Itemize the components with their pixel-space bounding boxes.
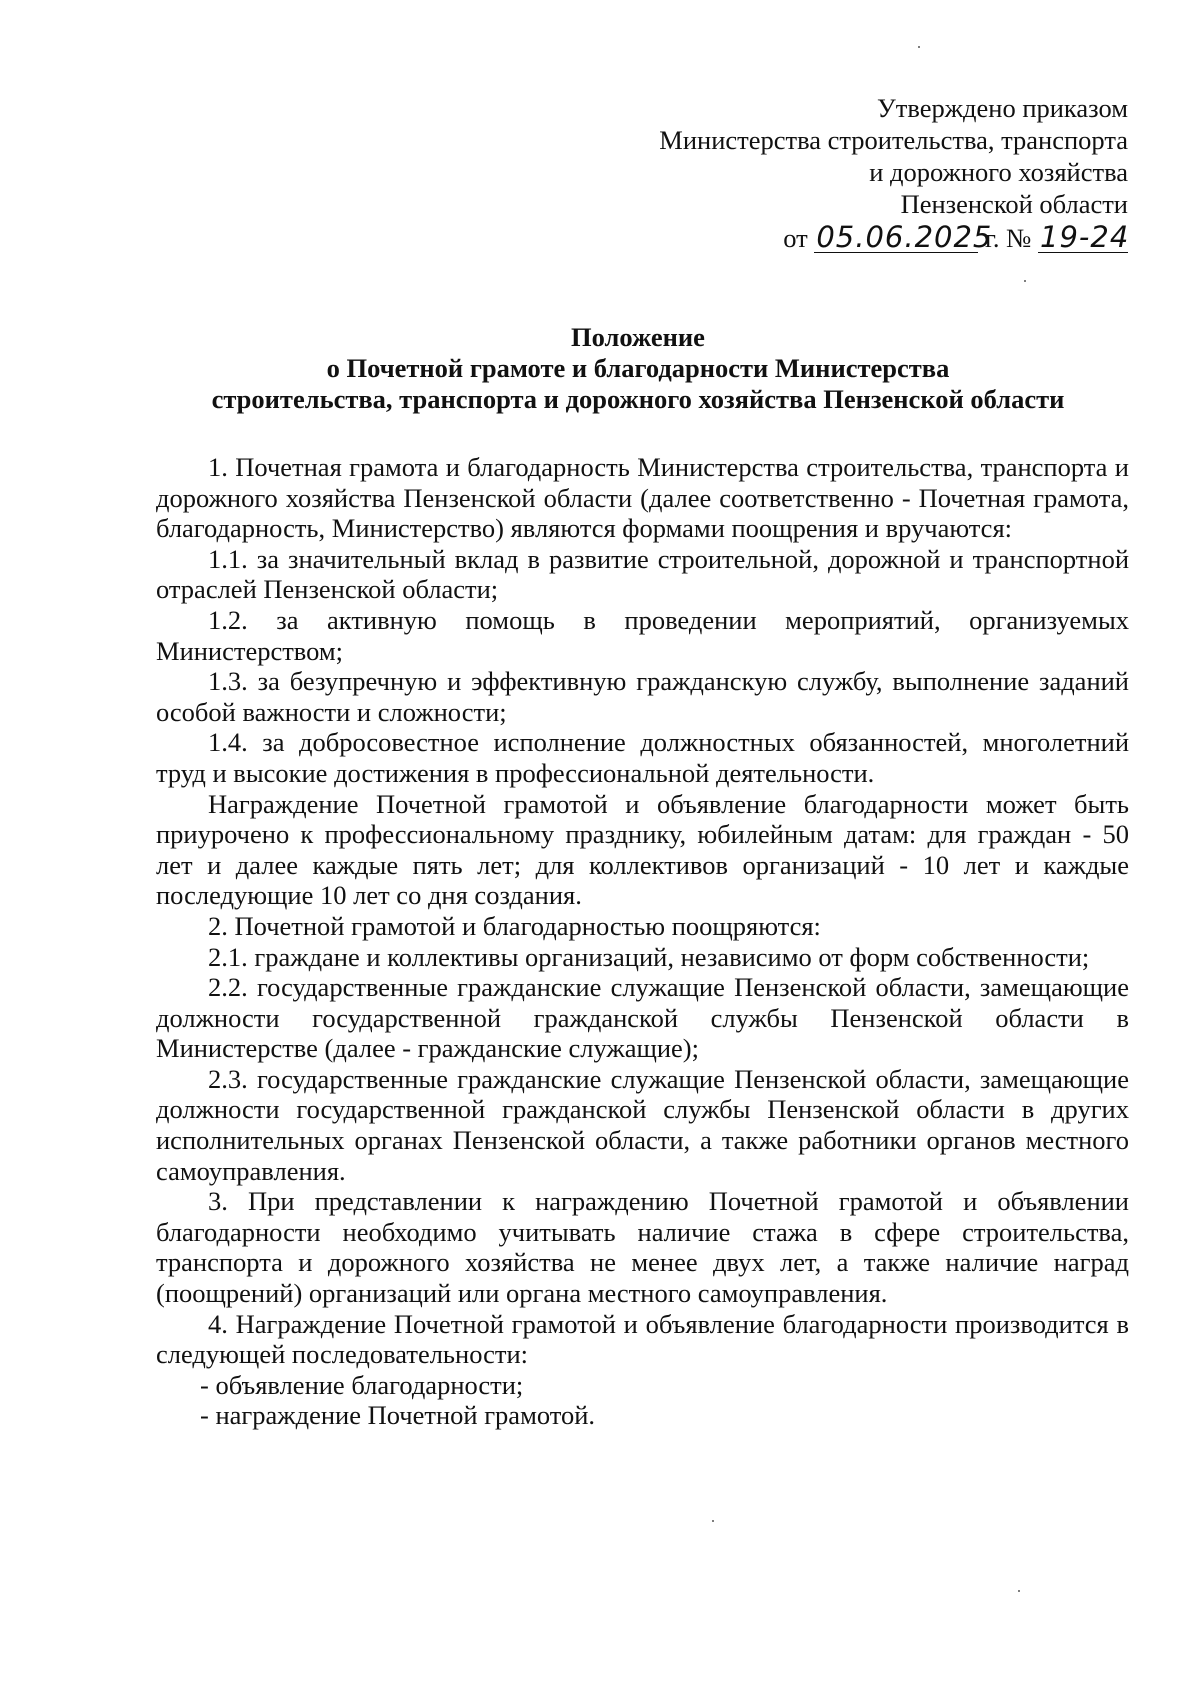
approval-line-1: Утверждено приказом [877,93,1128,123]
paragraph-1: 1. Почетная грамота и благодарность Министерства строительства, транспорта и дорожного хозяйства Пензенской области (далее соответственно - Почетная грамота, благодарность, Министерство) являются формами поощрения и вручаются: [156,452,1129,544]
approval-prefix: от [783,223,808,253]
approval-line-2: Министерства строительства, транспорта [659,125,1128,155]
title-line-3: строительства, транспорта и дорожного хозяйства Пензенской области [211,384,1065,414]
paragraph-3: 3. При представлении к награждению Почетной грамотой и объявлении благодарности необходимо учитывать наличие стажа в сфере строительства, транспорта и дорожного хозяйства не менее двух лет, а также наличие наград (поощрений) организаций или органа местного самоуправления. [156,1186,1129,1309]
scan-speck [1018,1590,1020,1592]
paragraph-1-4: 1.4. за добросовестное исполнение должностных обязанностей, многолетний труд и высокие достижения в профессиональной деятельности. [156,727,1129,788]
title-line-1: Положение [571,322,705,352]
scan-speck [918,46,920,48]
approval-date-line [528,222,1128,254]
paragraph-1-3: 1.3. за безупречную и эффективную гражданскую службу, выполнение заданий особой важности и сложности; [156,666,1129,727]
paragraph-anniversary: Награждение Почетной грамотой и объявление благодарности может быть приурочено к профессиональному празднику, юбилейным датам: для граждан - 50 лет и далее каждые пять лет; для коллективов организаций - 10 лет и каждые последующие 10 лет со дня создания. [156,788,1129,911]
list-item-thanks: - объявление благодарности; [200,1369,524,1400]
handwritten-date: 05.06.2025 [816,220,993,254]
approval-line-3: и дорожного хозяйства [869,157,1128,187]
title-line-2: о Почетной грамоте и благодарности Министерства [326,353,950,383]
paragraph-2-2: 2.2. государственные гражданские служащие Пензенской области, замещающие должности государственной гражданской службы Пензенской области в Министерстве (далее - гражданские служащие); [156,972,1129,1064]
scan-speck [712,1520,714,1522]
paragraph-2: 2. Почетной грамотой и благодарностью поощряются: [208,910,821,941]
scan-speck [1024,280,1026,282]
paragraph-1-2: 1.2. за активную помощь в проведении мероприятий, организуемых Министерством; [156,604,1129,666]
list-item-certificate: - награждение Почетной грамотой. [200,1400,596,1431]
paragraph-4: 4. Награждение Почетной грамотой и объявление благодарности производится в следующей последовательности: [156,1308,1129,1370]
document-title [148,322,1128,415]
approval-year-suffix: г. № [984,223,1032,253]
paragraph-2-1: 2.1. граждане и коллективы организаций, независимо от форм собственности; [208,941,1090,972]
approval-line-4: Пензенской области [900,189,1128,219]
approval-block [528,92,1128,254]
paragraph-1-1: 1.1. за значительный вклад в развитие строительной, дорожной и транспортной отраслей Пензенской области; [156,543,1129,605]
handwritten-order-number: 19-24 [1040,220,1130,254]
paragraph-2-3: 2.3. государственные гражданские служащие Пензенской области, замещающие должности государственной гражданской службы Пензенской области в других исполнительных органах Пензенской области, а также работники органов местного самоуправления. [156,1063,1129,1186]
document-body [156,452,1129,1431]
